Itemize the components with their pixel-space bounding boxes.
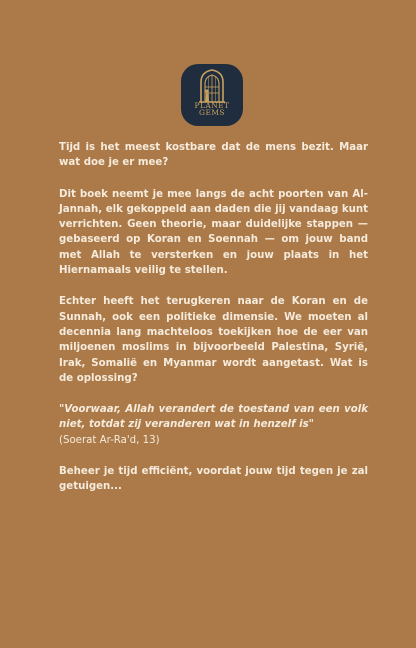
mosque-doorway-icon (198, 69, 226, 103)
paragraph-politics: Echter heeft het terugkeren naar de Koran en de Sunnah, ook een politieke dimensie. We moeten al decennia lang machteloos toekijken hoe de eer van miljoenen moslims in bijvoorbeeld Palestina, Syrië, Irak, Somalië en Myanmar wordt aangetast. Wat is de oplossing? (59, 296, 368, 384)
quote-block (59, 402, 368, 448)
back-cover-text (59, 140, 368, 511)
publisher-logo (181, 64, 243, 126)
paragraph-closing: Beheer je tijd efficiënt, voordat jouw tijd tegen je zal getuigen... (59, 466, 368, 493)
quote-source: (Soerat Ar-Ra'd, 13) (59, 434, 160, 446)
quote-text: "Voorwaar, Allah verandert de toestand van een volk niet, totdat zij veranderen wat in henzelf is" (59, 404, 368, 431)
logo-text-planet: PLANET (194, 101, 230, 110)
paragraph-gates: Dit boek neemt je mee langs de acht poorten van Al-Jannah, elk gekoppeld aan daden die jij vandaag kunt verrichten. Geen theorie, maar duidelijke stappen — gebaseerd op Koran en Soennah — om jouw band met Allah te versterken en jouw plaats in het Hiernamaals veilig te stellen. (59, 188, 368, 277)
logo-text-gems: GEMS (199, 108, 225, 117)
paragraph-intro: Tijd is het meest kostbare dat de mens bezit. Maar wat doe je er mee? (59, 142, 368, 169)
